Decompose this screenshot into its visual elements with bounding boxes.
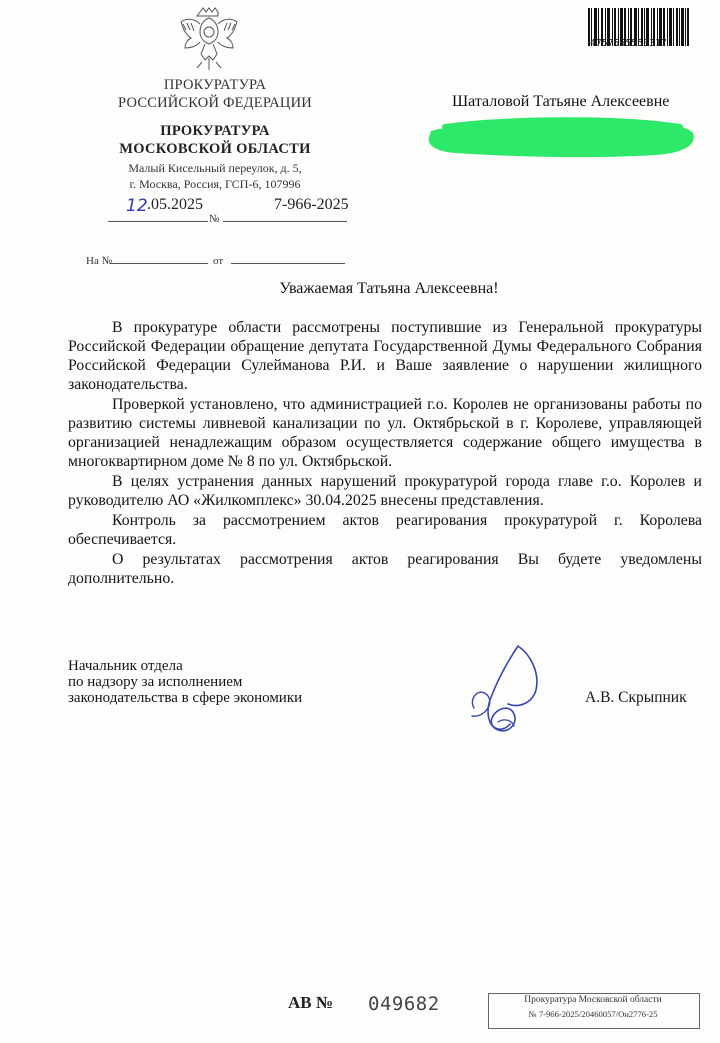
body-paragraph-3: В целях устранения данных нарушений прокуратурой города главе г.о. Королев и руководителю АО «Жилкомплекс» 30.04.2025 внесены представления. — [68, 473, 702, 509]
address-line-2: г. Москва, Россия, ГСП-6, 107996 — [129, 177, 301, 191]
reference-number-label: На № — [86, 255, 113, 267]
signatory-title-line-3: законодательства в сфере экономики — [68, 690, 303, 706]
body-paragraph-4: Контроль за рассмотрением актов реагирования прокуратурой г. Королева обеспечивается. — [68, 512, 702, 548]
reference-number-underline — [110, 263, 208, 264]
letter-greeting: Уважаемая Татьяна Алексеевна! — [279, 280, 499, 297]
issuer-line-2: РОССИЙСКОЙ ФЕДЕРАЦИИ — [118, 95, 312, 111]
body-paragraph-5: О результатах рассмотрения актов реагирования Вы будете уведомлены дополнительно. — [68, 551, 702, 587]
issuer-line-1: ПРОКУРАТУРА — [163, 77, 267, 93]
letter-date: .05.2025 — [147, 196, 203, 213]
department-line-1: ПРОКУРАТУРА — [160, 123, 270, 139]
issuer-address — [100, 160, 330, 192]
reference-date-underline — [231, 263, 345, 264]
barcode-number: 4757555553317 — [590, 38, 667, 49]
date-underline — [108, 221, 208, 222]
signatory-title-line-1: Начальник отдела — [68, 658, 183, 674]
address-line-1: Малый Кисельный переулок, д. 5, — [128, 161, 302, 175]
stamp-number: № 7-966-2025/20460057/Он2776-25 — [528, 1009, 658, 1019]
body-paragraph-1: В прокуратуре области рассмотрены поступившие из Генеральной прокуратуры Российской Федерации обращение депутата Государственной Думы Федерального Собрания Российской Федерации Сулейманова Р.И. и Ваше заявление о нарушении жилищного законодательства. — [68, 319, 702, 393]
letter-body — [68, 318, 702, 589]
issuer-organization — [110, 76, 320, 112]
signatory-title — [68, 658, 302, 706]
issuer-department — [110, 122, 320, 158]
handwritten-date-day: 12 — [126, 196, 148, 216]
registration-number: 7-966-2025 — [274, 196, 349, 213]
redaction-mark — [425, 117, 697, 161]
form-series-label: АВ № — [288, 993, 333, 1012]
number-underline — [223, 221, 347, 222]
signature-icon — [458, 638, 554, 736]
signatory-name: А.В. Скрыпник — [585, 689, 687, 706]
body-paragraph-2: Проверкой установлено, что администрацией г.о. Королев не организованы работы по развитию системы ливневой канализации по ул. Октябрьской в г. Королеве, управляющей организацией ненадлежащим образом осуществляется содержание общего имущества в многоквартирном доме № 8 по ул. Октябрьской. — [68, 396, 702, 470]
department-line-2: МОСКОВСКОЙ ОБЛАСТИ — [119, 141, 311, 157]
form-series-number: 049682 — [368, 993, 440, 1015]
stamp-organization: Прокуратура Московской области — [524, 995, 662, 1005]
signatory-title-line-2: по надзору за исполнением — [68, 674, 243, 690]
coat-of-arms-icon — [178, 6, 240, 72]
recipient-name: Шаталовой Татьяне Алексеевне — [452, 93, 670, 110]
number-sign: № — [209, 213, 220, 225]
reference-date-label: от — [213, 255, 224, 267]
